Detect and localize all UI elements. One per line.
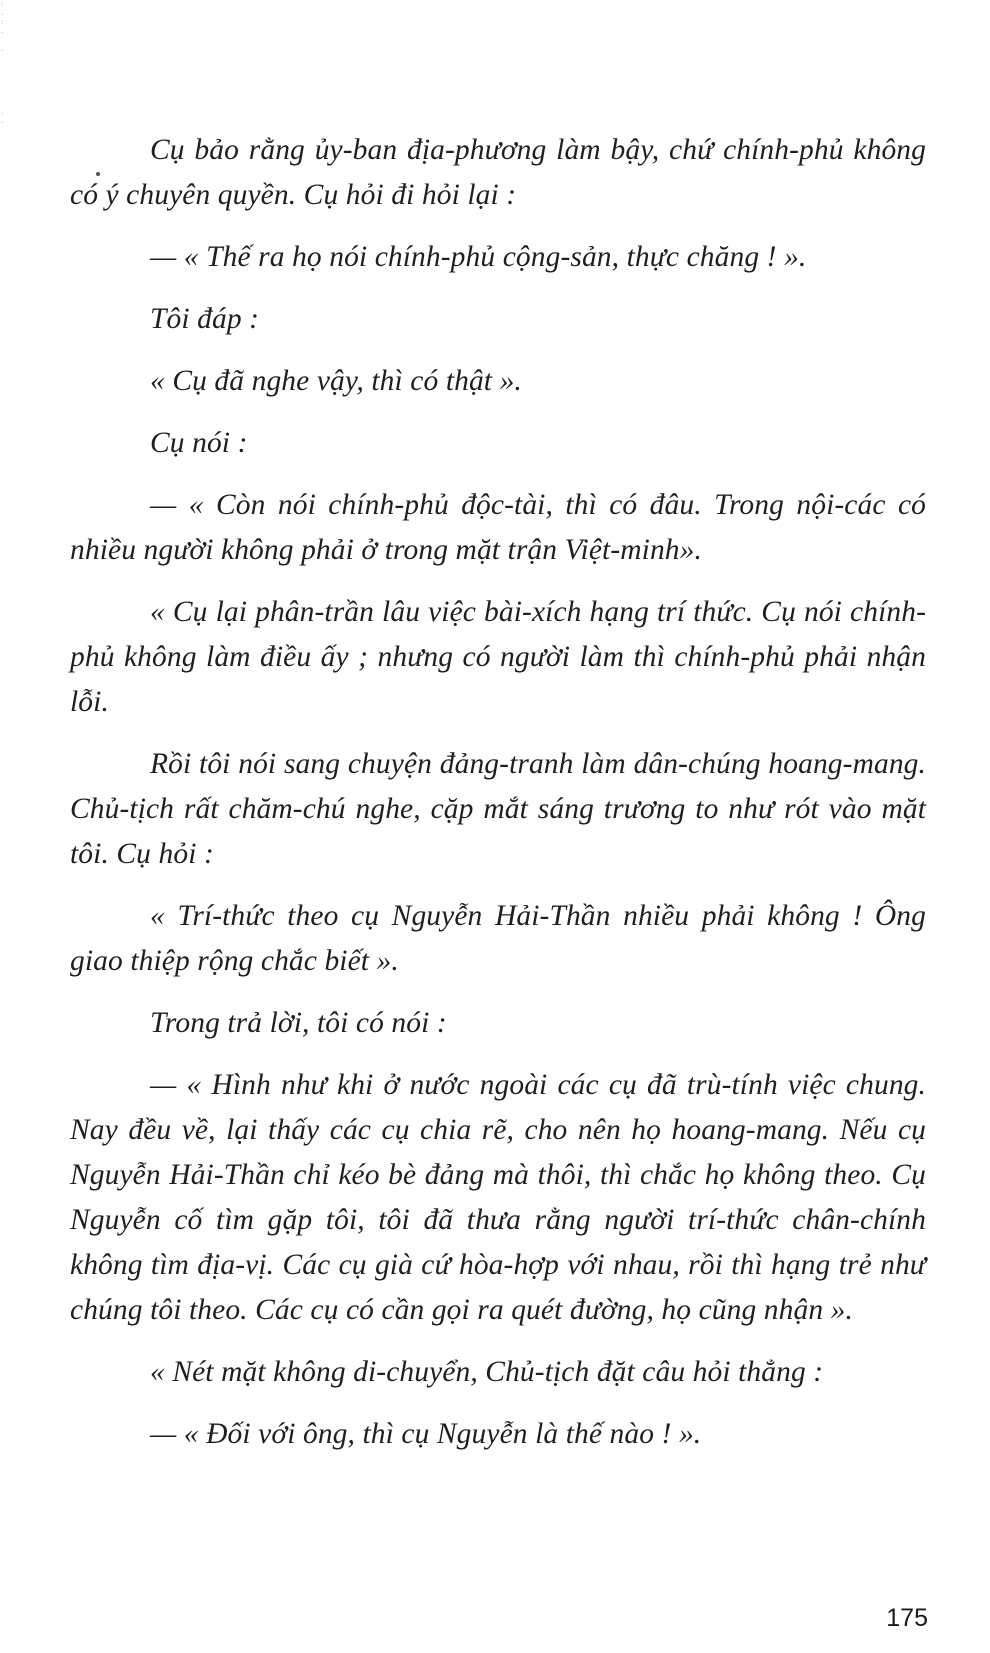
paragraph: Cụ bảo rằng ủy-ban địa-phương làm bậy, chứ chính-phủ không có ý chuyên quyền. Cụ hỏi đi hỏi lại : [70,134,926,211]
paragraph: — « Đối với ông, thì cụ Nguyễn là thế nào ! ». [150,1418,702,1450]
paragraph: Cụ nói : [150,427,248,459]
paragraph: — « Hình như khi ở nước ngoài các cụ đã trù-tính việc chung. Nay đều về, lại thấy các cụ chia rẽ, cho nên họ hoang-mang. Nếu cụ Nguyễn Hải-Thần chỉ kéo bè đảng mà thôi, thì chắc họ không theo. Cụ Nguyễn cố tìm gặp tôi, tôi đã thưa rằng người trí-thức chân-chính không tìm địa-vị. Các cụ già cứ hòa-hợp với nhau, rồi thì hạng trẻ như chúng tôi theo. Các cụ có cần gọi ra quét đường, họ cũng nhận ». [70,1069,926,1326]
paragraph: — « Còn nói chính-phủ độc-tài, thì có đâu. Trong nội-các có nhiều người không phải ở trong mặt trận Việt-minh». [70,489,926,566]
paragraph: — « Thế ra họ nói chính-phủ cộng-sản, thực chăng ! ». [150,241,807,273]
paragraph: Trong trả lời, tôi có nói : [150,1007,447,1039]
paragraph: « Nét mặt không di-chuyển, Chủ-tịch đặt câu hỏi thẳng : [150,1356,824,1388]
paragraph: Rồi tôi nói sang chuyện đảng-tranh làm dân-chúng hoang-mang. Chủ-tịch rất chăm-chú nghe, cặp mắt sáng trương to như rót vào mặt tôi. Cụ hỏi : [70,748,926,870]
scan-margin-artifact: : . : . . . . [0,0,5,125]
paragraph: « Cụ đã nghe vậy, thì có thật ». [150,365,522,397]
paragraph: Tôi đáp : [150,303,260,335]
body-text [70,128,926,1474]
paragraph: « Trí-thức theo cụ Nguyễn Hải-Thần nhiều phải không ! Ông giao thiệp rộng chắc biết ». [70,900,926,977]
page-number: 175 [886,1604,928,1632]
paragraph: « Cụ lại phân-trần lâu việc bài-xích hạng trí thức. Cụ nói chính-phủ không làm điều ấy ; nhưng có người làm thì chính-phủ phải nhận lỗi. [70,596,926,718]
